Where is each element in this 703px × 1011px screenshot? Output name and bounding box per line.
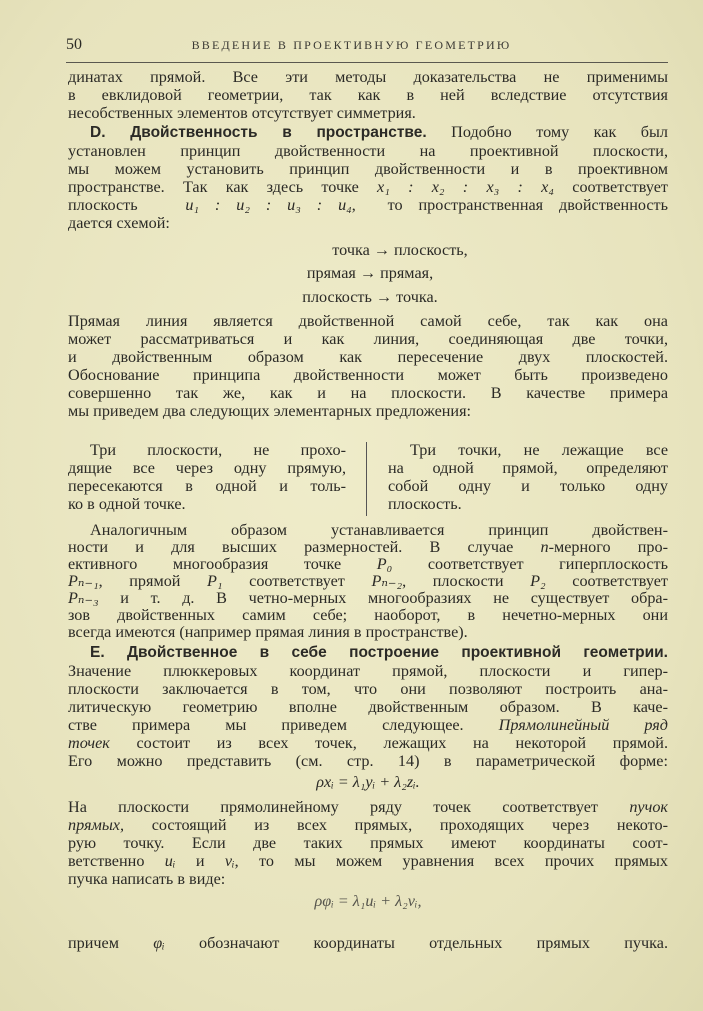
text-run: дается схемой:	[68, 214, 170, 232]
paragraph	[68, 522, 668, 641]
section-d-paragraph	[68, 123, 668, 232]
text-run: соответствует	[222, 572, 372, 590]
text-run: мы приведем два следующих элементарных предложения:	[68, 402, 472, 420]
formula-point-range: ρxᵢ = λ₁yᵢ + λ₂zᵢ.	[316, 773, 420, 791]
text-line	[68, 556, 668, 573]
text-run: Прямая линия является двойственной самой себе, так как она	[68, 312, 668, 330]
italic-term: uᵢ	[164, 852, 176, 870]
header-rule	[66, 62, 668, 63]
text-line	[68, 870, 668, 888]
text-line	[68, 573, 668, 590]
running-header: ВВЕДЕНИЕ В ПРОЕКТИВНУЮ ГЕОМЕТРИЮ	[191, 38, 512, 52]
paragraph	[68, 798, 668, 888]
italic-term: P₂	[530, 572, 546, 590]
schema-line: плоскость → точка.	[302, 288, 438, 306]
text-run: ко в одной точке.	[68, 495, 186, 513]
italic-term: Pₙ₋₁	[68, 572, 99, 590]
text-run: На плоскости прямолинейному ряду точек соответствует	[68, 798, 630, 816]
text-run: ективного многообразия точке	[68, 555, 377, 573]
italic-term: Pₙ₋₃	[68, 589, 99, 607]
text-line	[68, 312, 668, 330]
italic-term: прямых,	[68, 816, 125, 834]
text-run: дящие все через одну прямую,	[68, 459, 346, 477]
text-run: в евклидовой геометрии, так как в ней вследствие отсутствия	[68, 86, 668, 104]
text-line	[68, 798, 668, 816]
text-run: на одной прямой, определяют	[388, 459, 668, 477]
text-line	[68, 477, 346, 495]
text-run: обозначают координаты отдельных прямых пучка.	[164, 934, 668, 952]
italic-term: φᵢ	[153, 934, 165, 952]
text-run: зов двойственных самим себе; наоборот, в нечетно-мерных они	[68, 606, 668, 624]
paragraph	[68, 312, 668, 420]
italic-term: точек	[68, 734, 110, 752]
text-run: состоит из всех точек, лежащих на некоторой прямой.	[109, 734, 668, 752]
text-line	[388, 477, 668, 495]
text-run: стве примера мы приведем следующее.	[68, 716, 499, 734]
text-run: и т. д. В четно-мерных многообразиях не существует обра-	[98, 589, 668, 607]
text-run: несобственных элементов отсутствует симметрия.	[68, 104, 416, 122]
text-run: , то пространственная двойственность	[351, 196, 668, 214]
text-line	[68, 86, 668, 104]
text-line	[68, 330, 668, 348]
text-run: динатах прямой. Все эти методы доказательства не применимы	[68, 68, 668, 86]
text-line	[68, 366, 668, 384]
text-line	[68, 816, 668, 834]
text-line	[68, 495, 346, 513]
text-line	[68, 214, 668, 232]
text-run: -мерного про-	[548, 538, 668, 556]
text-line	[68, 348, 668, 366]
text-line	[68, 104, 668, 122]
italic-term: vᵢ	[224, 852, 235, 870]
text-run: соответствует гиперплоскость	[392, 555, 668, 573]
text-line	[68, 662, 668, 680]
section-heading: D. Двойственность в пространстве.	[90, 124, 427, 141]
italic-term: пучок	[629, 798, 668, 816]
italic-term: P₁	[207, 572, 223, 590]
left-proposition	[68, 441, 346, 513]
text-run: плоскость.	[388, 495, 462, 513]
text-run: Три точки, не лежащие все	[410, 441, 668, 459]
text-run: всегда имеются (например прямая линия в пространстве).	[68, 623, 468, 641]
text-line	[388, 495, 668, 513]
column-divider	[366, 442, 367, 516]
text-line	[68, 178, 668, 196]
section-heading: E. Двойственное в себе построение проективной геометрии.	[90, 644, 668, 661]
text-line	[68, 934, 668, 952]
text-line	[68, 384, 668, 402]
section-e-paragraph	[68, 643, 668, 770]
text-line	[68, 196, 668, 214]
text-run: совершенно так же, как и на плоскости. В качестве примера	[68, 384, 668, 402]
text-run: Подобно тому как был	[426, 123, 669, 141]
text-line	[68, 160, 668, 178]
text-run: состоящий из всех прямых, проходящих через некото-	[124, 816, 668, 834]
text-run: может рассматриваться и как линия, соединяющая две точки,	[68, 330, 668, 348]
text-run: пространстве. Так как здесь точке	[68, 178, 378, 196]
text-line	[68, 459, 346, 477]
text-run: ности и для высших размерностей. В случае	[68, 538, 541, 556]
italic-term: P₀	[376, 555, 393, 573]
schema-line: точка → плоскость,	[332, 241, 468, 259]
italic-term: x₁ : x₂ : x₃ : x₄	[377, 178, 554, 196]
text-run: собой одну и только одну	[388, 477, 668, 495]
text-run: плоскости заключается в том, что они позволяют построить ана-	[68, 680, 668, 698]
text-line	[68, 734, 668, 752]
text-line	[68, 624, 668, 641]
text-line	[68, 834, 668, 852]
text-line	[68, 522, 668, 539]
text-line	[68, 68, 668, 86]
text-run: рую точку. Если две таких прямых имеют координаты соот-	[68, 834, 668, 852]
text-run: мы можем установить принцип двойственности и в проективном	[68, 160, 668, 178]
text-run: плоскость	[68, 196, 186, 214]
text-run: пучка написать в виде:	[68, 870, 226, 888]
text-line	[68, 680, 668, 698]
italic-term: Pₙ₋₂	[371, 572, 403, 590]
text-run: Его можно представить (см. стр. 14) в параметрической форме:	[68, 752, 668, 770]
text-run: , прямой	[98, 572, 208, 590]
text-run: пересекаются в одной и толь-	[68, 477, 346, 495]
formula-line-pencil: ρφᵢ = λ₁uᵢ + λ₂vᵢ,	[314, 892, 422, 910]
text-run: , то мы можем уравнения всех прочих прямых	[234, 852, 668, 870]
italic-term: Прямолинейный ряд	[498, 716, 668, 734]
text-line	[68, 607, 668, 624]
text-run: и	[175, 852, 225, 870]
text-line	[68, 590, 668, 607]
paragraph	[68, 934, 668, 952]
text-line	[68, 643, 668, 662]
text-run: и двойственным образом как пересечение двух плоскостей.	[68, 348, 668, 366]
page-number: 50	[66, 36, 82, 53]
italic-term: n	[540, 538, 549, 556]
text-run: соответствует	[554, 178, 668, 196]
text-run: Три плоскости, не прохо-	[90, 441, 346, 459]
text-run: установлен принцип двойственности на проективной плоскости,	[68, 142, 668, 160]
text-line	[68, 441, 346, 459]
text-line	[68, 539, 668, 556]
text-run: соответствует	[545, 572, 669, 590]
text-line	[68, 402, 668, 420]
text-run: , плоскости	[402, 572, 531, 590]
text-line	[68, 123, 668, 142]
text-line	[68, 752, 668, 770]
paragraph	[68, 68, 668, 122]
text-run: Значение плюккеровых координат прямой, плоскости и гипер-	[68, 662, 668, 680]
text-line	[388, 459, 668, 477]
text-run: Обоснование принципа двойственности может быть произведено	[68, 366, 668, 384]
text-line	[68, 716, 668, 734]
text-line	[68, 698, 668, 716]
text-line	[68, 142, 668, 160]
schema-line: прямая → прямая,	[306, 264, 434, 282]
text-run: литическую геометрию вполне двойственным образом. В каче-	[68, 698, 668, 716]
right-proposition	[388, 441, 668, 513]
text-run: ветственно	[68, 852, 165, 870]
text-run: причем	[68, 934, 154, 952]
italic-term: u₁ : u₂ : u₃ : u₄	[185, 196, 352, 214]
text-line	[68, 852, 668, 870]
text-run: Аналогичным образом устанавливается принцип двойствен-	[90, 521, 668, 539]
text-line	[388, 441, 668, 459]
